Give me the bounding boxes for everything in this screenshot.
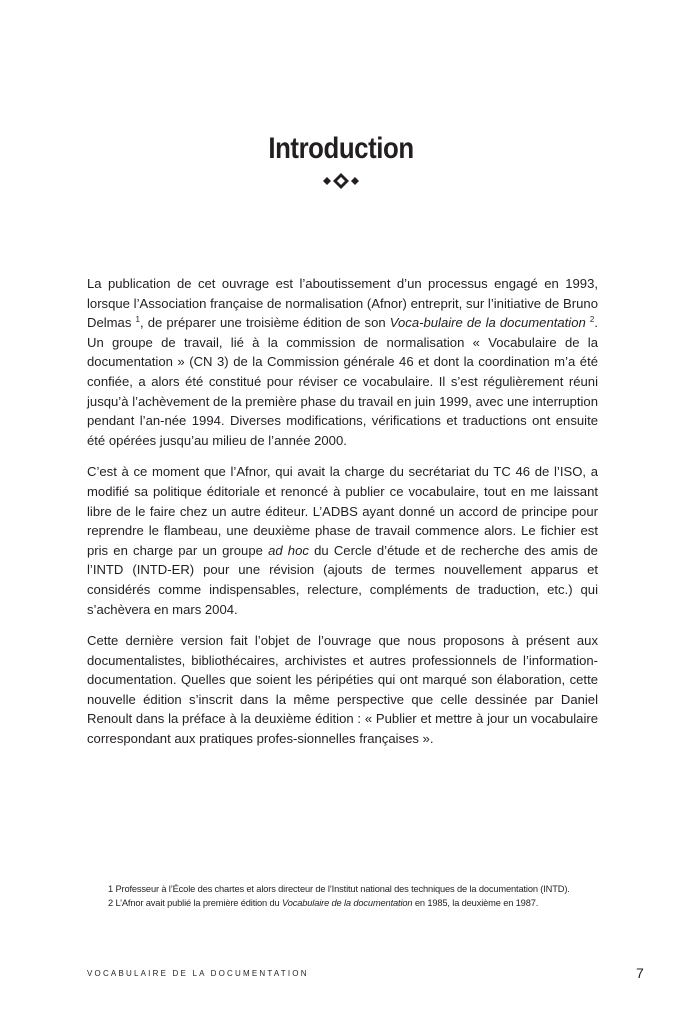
ad-hoc-italic: ad hoc	[268, 542, 309, 558]
paragraph-2	[87, 462, 598, 619]
page-number: 7	[636, 965, 644, 981]
footnote-2-text-b: en 1985, la deuxième en 1987.	[412, 898, 539, 908]
footnote-2	[108, 896, 598, 910]
page-title: Introduction	[268, 132, 414, 166]
paragraph-1-text-c: . Un groupe de travail, lié à la commission de normalisation « Vocabulaire de la documentation » (CN 3) de la Commission générale 46 et dont la coordination m’a été confiée, a alors été constitué pour réviser ce vocabulaire. Il s’est régulièrement réuni jusqu’à l’achèvement de la première phase du travail en juin 1999, avec une interruption pendant l’an-née 1994. Diverses modifications, vérifications et traductions ont ensuite été opérées jusqu’au milieu de l’année 2000.	[87, 315, 598, 448]
footnote-2-italic: Vocabulaire de la documentation	[282, 898, 413, 908]
book-title-italic: Voca-bulaire de la documentation	[389, 315, 586, 331]
diamond-ornament-icon	[318, 171, 364, 191]
footnote-ref-1: 1	[135, 315, 140, 325]
footnote-1: 1 Professeur à l’École des chartes et alors directeur de l’Institut national des techniques de la documentation (INTD).	[108, 884, 570, 894]
body-text	[87, 274, 598, 761]
footnotes	[108, 882, 598, 910]
paragraph-2-text-b: du Cercle d’étude et de recherche des amis de l’INTD (INTD-ER) pour une révision (ajouts de termes nouvellement apparus et considérés comme indispensables, relecture, compléments de traduction, etc.) qui s’achèvera en mars 2004.	[87, 542, 598, 617]
paragraph-1-text-a: La publication de cet ouvrage est l’aboutissement d’un processus engagé en 1993, lorsque l’Association française de normalisation (Afnor) entreprit, sur l’initiative de Bruno Delmas	[87, 276, 598, 331]
paragraph-2-text-a: C’est à ce moment que l’Afnor, qui avait la charge du secrétariat du TC 46 de l’ISO, a modifié sa politique éditoriale et renoncé à publier ce vocabulaire, tout en me laissant libre de le faire chez un autre éditeur. L’ADBS ayant donné un accord de principe pour reprendre le flambeau, une deuxième phase de travail commence alors. Le fichier est pris en charge par un groupe	[87, 464, 598, 558]
paragraph-1-text-b: , de préparer une troisième édition de son	[139, 315, 390, 331]
running-footer-title: VOCABULAIRE DE LA DOCUMENTATION	[87, 969, 309, 978]
footnote-ref-2: 2	[589, 315, 595, 325]
footnote-2-text-a: 2 L’Afnor avait publié la première édition du	[108, 898, 282, 908]
paragraph-3: Cette dernière version fait l’objet de l’ouvrage que nous proposons à présent aux documentalistes, bibliothécaires, archivistes et autres professionnels de l’information-documentation. Quelles que soient les péripéties qui ont marqué son élaboration, cette nouvelle édition s’inscrit dans la même perspective que celle dessinée par Daniel Renoult dans la préface à la deuxième édition : « Publier et mettre à jour un vocabulaire correspondant aux pratiques profes-sionnelles françaises ».	[87, 633, 598, 747]
paragraph-1	[87, 274, 598, 450]
